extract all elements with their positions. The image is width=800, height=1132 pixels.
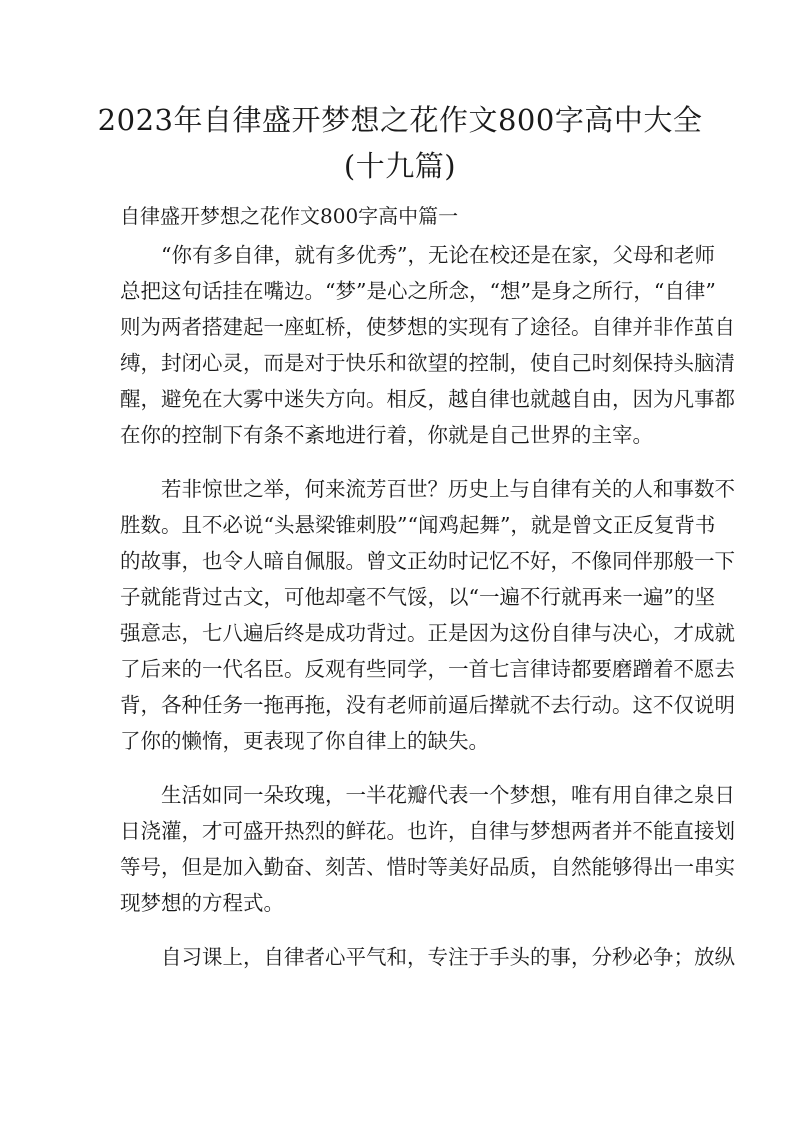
paragraph-line: 强意志，七八遍后终是成功背过。正是因为这份自律与决心，才成就 <box>120 621 735 645</box>
paragraph-line: 子就能背过古文，可他却毫不气馁，以“一遍不行就再来一遍”的坚 <box>120 585 715 609</box>
paragraph-line: 现梦想的方程式。 <box>120 891 284 915</box>
paragraph-line: 在你的控制下有条不紊地进行着，你就是自己世界的主宰。 <box>120 423 653 447</box>
paragraph-3 <box>120 777 735 921</box>
paragraph-line: 若非惊世之举，何来流芳百世？历史上与自律有关的人和事数不 <box>161 477 735 501</box>
paragraph-4 <box>120 939 735 975</box>
paragraph-line: 自习课上，自律者心平气和，专注于手头的事，分秒必争；放纵 <box>161 945 735 969</box>
paragraph-2 <box>120 471 735 759</box>
paragraph-line: “你有多自律，就有多优秀”，无论在校还是在家，父母和老师 <box>161 243 715 267</box>
paragraph-line: 背，各种任务一拖再拖，没有老师前逼后撵就不去行动。这不仅说明 <box>120 693 735 717</box>
paragraph-line: 胜数。且不必说“头悬梁锥刺股”“闻鸡起舞”，就是曾文正反复背书 <box>120 513 716 537</box>
paragraph-line: 生活如同一朵玫瑰，一半花瓣代表一个梦想，唯有用自律之泉日 <box>161 783 735 807</box>
paragraph-line: 醒，避免在大雾中迷失方向。相反，越自律也就越自由，因为凡事都 <box>120 387 735 411</box>
paragraph-line: 缚，封闭心灵，而是对于快乐和欲望的控制，使自己时刻保持头脑清 <box>120 351 735 375</box>
document-title <box>60 97 740 189</box>
paragraph-line: 的故事，也令人暗自佩服。曾文正幼时记忆不好，不像同伴那般一下 <box>120 549 735 573</box>
title-line-1: 2023年自律盛开梦想之花作文800字高中大全 <box>97 103 703 137</box>
section-heading: 自律盛开梦想之花作文800字高中篇一 <box>120 204 459 228</box>
paragraph-line: 日浇灌，才可盛开热烈的鲜花。也许，自律与梦想两者并不能直接划 <box>120 819 735 843</box>
paragraph-line: 了后来的一代名臣。反观有些同学，一首七言律诗都要磨蹭着不愿去 <box>120 657 735 681</box>
paragraph-line: 总把这句话挂在嘴边。“梦”是心之所念，“想”是身之所行，“自律” <box>120 279 716 303</box>
paragraph-line: 则为两者搭建起一座虹桥，使梦想的实现有了途径。自律并非作茧自 <box>120 315 735 339</box>
title-line-2: (十九篇) <box>343 149 457 183</box>
paragraph-line: 了你的懒惰，更表现了你自律上的缺失。 <box>120 729 489 753</box>
paragraph-1 <box>120 237 735 453</box>
paragraph-line: 等号，但是加入勤奋、刻苦、惜时等美好品质，自然能够得出一串实 <box>120 855 735 879</box>
body-text <box>120 237 735 993</box>
